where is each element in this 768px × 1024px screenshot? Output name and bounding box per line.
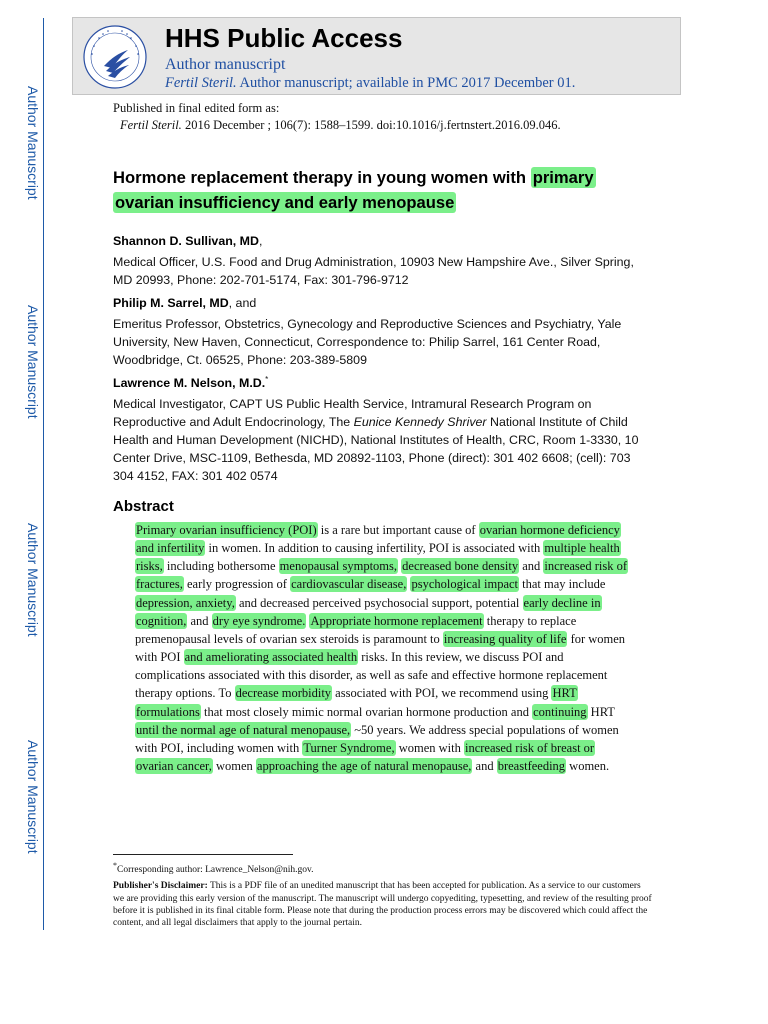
abstract-highlight: approaching the age of natural menopause,	[256, 759, 472, 774]
abstract-text: for women with POI	[135, 631, 626, 665]
citation-line	[113, 117, 561, 134]
abstract-text: women.	[566, 759, 610, 774]
author-suffix: , and	[228, 296, 257, 310]
abstract-highlight: and ameliorating associated health	[184, 650, 358, 665]
abstract-highlight: dry eye syndrome.	[212, 613, 306, 628]
abstract-highlight: multiple health risks,	[136, 541, 620, 574]
abstract-text: HRT	[587, 704, 615, 719]
abstract-text: associated with POI, we recommend using	[332, 686, 552, 701]
footnote-divider	[113, 854, 293, 855]
footnote-marker: *	[113, 860, 117, 870]
manuscript-type: Author manuscript	[165, 56, 286, 73]
citation-journal: Fertil Steril.	[120, 118, 182, 132]
abstract-highlight: early decline in cognition,	[136, 595, 601, 628]
author-affiliation: Medical Officer, U.S. Food and Drug Administration, 10903 New Hampshire Ave., Silver Spring, MD 20993, Phone: 202-701-5174, Fax: 301-796-9712	[113, 255, 634, 287]
affiliation-italic: Eunice Kennedy Shriver	[353, 415, 487, 429]
author-name: Shannon D. Sullivan, MD	[113, 234, 259, 248]
abstract-text: therapy to replace premenopausal levels of ovarian sex steroids is paramount to	[135, 613, 577, 646]
abstract-text: is a rare but important cause of	[317, 523, 479, 537]
abstract-text: early progression of	[183, 577, 291, 592]
article-title	[113, 165, 653, 215]
author-block	[113, 232, 653, 289]
abstract-text: that most closely mimic normal ovarian hormone production and	[200, 704, 533, 719]
author-affiliation	[113, 395, 653, 485]
availability-line	[165, 75, 575, 92]
title-plain: Hormone replacement therapy in young women with	[113, 168, 527, 187]
abstract-highlight: continuing	[533, 704, 587, 719]
abstract-text: and	[472, 759, 497, 774]
published-in-block	[113, 100, 561, 134]
abstract-highlight: cardiovascular disease,	[291, 577, 407, 592]
abstract-highlight: menopausal symptoms,	[279, 559, 398, 574]
abstract-text: and	[187, 613, 212, 628]
availability-text: Author manuscript; available in PMC 2017 December 01.	[239, 75, 576, 91]
hhs-eagle-seal-icon	[82, 24, 148, 90]
footnotes	[113, 860, 653, 929]
abstract-highlight: ovarian hormone deficiency and infertility	[136, 523, 620, 556]
abstract-body	[135, 521, 630, 775]
author-suffix: ,	[258, 234, 263, 248]
abstract-highlight: increased risk of breast or ovarian cancer,	[136, 740, 595, 774]
abstract-highlight: decreased bone density	[402, 559, 519, 574]
abstract-highlight: breastfeeding	[497, 759, 566, 774]
abstract-highlight: psychological impact	[411, 577, 519, 592]
abstract-text: including bothersome	[163, 559, 279, 574]
abstract-text: risks. In this review, we discuss POI and complications associated with this disorder, as well as safe and effective hormone replacement therapy options. To	[135, 650, 608, 701]
abstract-text: and decreased perceived psychosocial support, potential	[235, 595, 523, 610]
citation-text: 2016 December ; 106(7): 1588–1599. doi:10.1016/j.fertnstert.2016.09.046.	[184, 118, 561, 132]
author-name: Lawrence M. Nelson, M.D.	[113, 376, 266, 390]
affiliation-part: National Institute of Child Health and Human Development (NICHD), National Institutes of Health, CRC, Room 1-3330, 10 Center Drive, MSC-1109, Bethesda, MD 20892-1103, Phone (direct): 301 402 6608; (cell): 703 304 4152, FAX: 301 402 0574	[113, 415, 639, 483]
abstract-highlight: depression, anxiety,	[136, 595, 235, 610]
abstract-text: women	[212, 759, 256, 774]
publisher-disclaimer	[113, 880, 653, 929]
published-label: Published in final edited form as:	[113, 101, 280, 115]
disclaimer-text: This is a PDF file of an unedited manuscript that has been accepted for publication. As a service to our customers we are providing this early version of the manuscript. The manuscript will undergo copyediting, typesetting, and review of the resulting proof before it is published in its final citable form. Please note that during the production process errors may be discovered which could affect the content, and all legal disclaimers that apply to the journal pertain.	[113, 881, 652, 929]
corresponding-footnote	[113, 860, 653, 876]
abstract-highlight: decrease morbidity	[235, 686, 332, 701]
side-label-author-manuscript: Author Manuscript	[25, 305, 41, 419]
corresponding-text: Corresponding author: Lawrence_Nelson@nih.gov.	[117, 865, 314, 875]
abstract-heading: Abstract	[113, 498, 174, 515]
side-label-author-manuscript: Author Manuscript	[25, 86, 41, 200]
title-highlight: primary ovarian insufficiency and early menopause	[115, 168, 594, 212]
journal-name: Fertil Steril.	[165, 75, 237, 91]
author-block	[113, 374, 653, 485]
abstract-highlight: Appropriate hormone replacement	[310, 613, 483, 628]
abstract-text: women with	[395, 740, 464, 755]
abstract-highlight: Turner Syndrome,	[303, 740, 395, 755]
abstract-highlight: until the normal age of natural menopause,	[136, 722, 351, 737]
author-name: Philip M. Sarrel, MD	[113, 296, 229, 310]
abstract-highlight: increasing quality of life	[443, 631, 567, 646]
side-label-author-manuscript: Author Manuscript	[25, 740, 41, 854]
abstract-text: ~50 years. We address special populations of women with POI, including women with	[135, 722, 619, 755]
hhs-title: HHS Public Access	[165, 23, 403, 53]
abstract-text: and	[519, 559, 544, 574]
side-label-author-manuscript: Author Manuscript	[25, 523, 41, 637]
disclaimer-label: Publisher's Disclaimer:	[113, 881, 208, 892]
abstract-highlight: Primary ovarian insufficiency (POI)	[136, 523, 317, 537]
author-block	[113, 294, 653, 369]
author-affiliation: Emeritus Professor, Obstetrics, Gynecology and Reproductive Sciences and Psychiatry, Yale University, New Haven, Connecticut, Correspondence to: Philip Sarrel, 161 Center Road, Woodbridge, Ct. 06525, Phone: 203-389-5809	[113, 317, 622, 367]
abstract-text: that may include	[519, 577, 606, 592]
affiliation-part: Medical Investigator, CAPT US Public Health Service, Intramural Research Program on Reproductive and Adult Endocrinology, The	[113, 397, 592, 429]
abstract-highlight: increased risk of fractures,	[136, 559, 628, 592]
abstract-highlight: HRT formulations	[136, 686, 577, 719]
abstract-text: in women. In addition to causing infertility, POI is associated with	[205, 541, 544, 556]
corresponding-marker: *	[265, 374, 269, 384]
